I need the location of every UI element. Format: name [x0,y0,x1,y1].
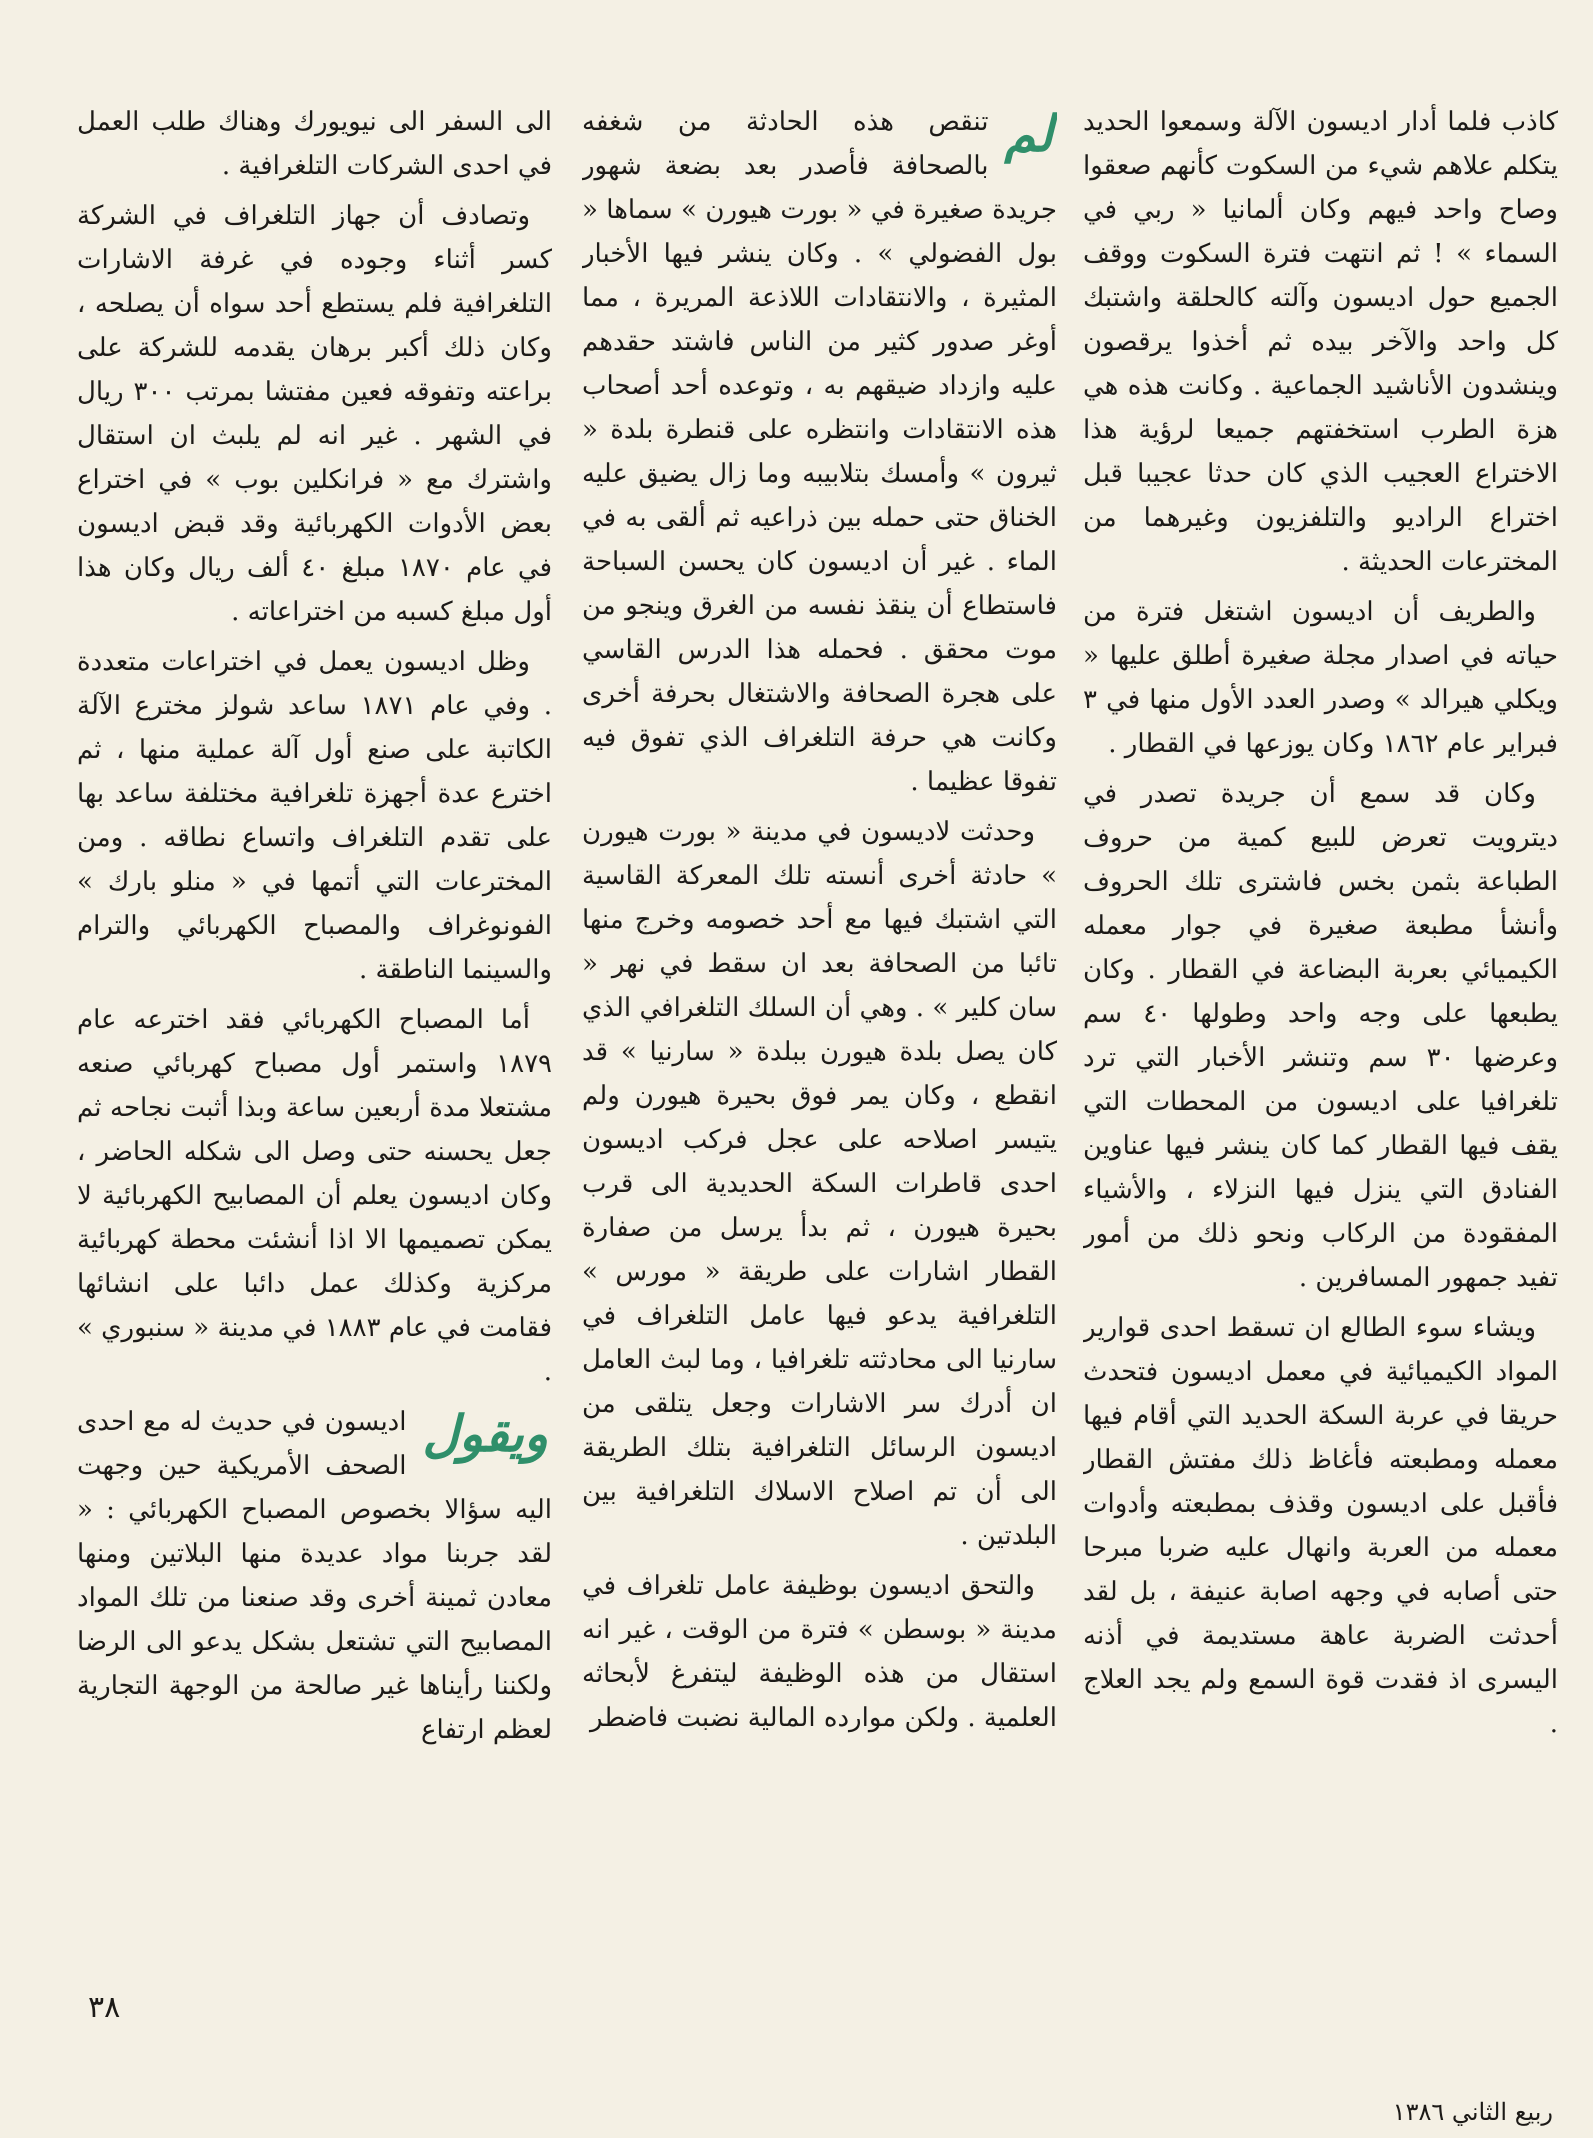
paragraph: كاذب فلما أدار اديسون الآلة وسمعوا الحديد يتكلم علاهم شيء من السكوت كأنهم صعقوا وصاح واحد فيهم وكان ألمانيا « ربي في السماء » ! ثم انتهت فترة السكوت ووقف الجميع حول اديسون وآلته كالحلقة واشتبك كل واحد والآخر بيده ثم أخذوا يرقصون وينشدون الأناشيد الجماعية . وكانت هذه هي هزة الطرب استخفتهم جميعا لرؤية هذا الاختراع العجيب الذي كان حدثا عجيبا قبل اختراع الراديو والتلفزيون وغيرهما من المخترعات الحديثة . [1083,107,1558,577]
column-middle [582,100,1057,2030]
paragraph-with-drop-word [77,1400,552,1752]
decorative-drop-word: ويقول [422,1404,548,1463]
paragraph: وحدثت لاديسون في مدينة « بورت هيورن » حادثة أخرى أنسته تلك المعركة القاسية التي اشتبك فيها مع أحد خصومه وخرج منها تائبا من الصحافة بعد ان سقط في نهر « سان كلير » . وهي أن السلك التلغرافي الذي كان يصل بلدة هيورن ببلدة « سارنيا » قد انقطع ، وكان يمر فوق بحيرة هيورن ولم يتيسر اصلاحه على عجل فركب اديسون احدى قاطرات السكة الحديدية الى قرب بحيرة هيورن ، ثم بدأ يرسل من صفارة القطار اشارات على طريقة « مورس » التلغرافية يدعو فيها عامل التلغراف في سارنيا الى محادثته تلغرافيا ، وما لبث العامل ان أدرك سر الاشارات وجعل يتلقى من اديسون الرسائل التلغرافية بتلك الطريقة الى أن تم اصلاح الاسلاك التلغرافية بين البلدتين . [582,817,1057,1551]
paragraph: وظل اديسون يعمل في اختراعات متعددة . وفي عام ١٨٧١ ساعد شولز مخترع الآلة الكاتبة على صنع أول آلة عملية منها ، ثم اخترع عدة أجهزة تلغرافية مختلفة ساعد بها على تقدم التلغراف واتساع نطاقه . ومن المخترعات التي أتمها في « منلو بارك » الفونوغراف والمصباح الكهربائي والترام والسينما الناطقة . [77,647,552,985]
paragraph: ويشاء سوء الطالع ان تسقط احدى قوارير المواد الكيميائية في معمل اديسون فتحدث حريقا في عربة السكة الحديد التي أقام فيها معمله ومطبعته فأغاظ ذلك مفتش القطار فأقبل على اديسون وقذف بمطبعته وأدوات معمله من العربة وانهال عليه ضربا مبرحا حتى أصابه في وجهه اصابة عنيفة ، بل لقد أحدثت الضربة عاهة مستديمة في أذنه اليسرى اذ فقدت قوة السمع ولم يجد العلاج . [1083,1313,1558,1739]
paragraph-text: اديسون في حديث له مع احدى الصحف الأمريكية حين وجهت اليه سؤالا بخصوص المصباح الكهربائي : « لقد جربنا مواد عديدة منها البلاتين ومنها معادن ثمينة أخرى وقد صنعنا من تلك المواد المصابيح التي تشتعل بشكل يدعو الى الرضا ولكننا رأيناها غير صالحة من الوجهة التجارية لعظم ارتفاع [77,1407,552,1745]
paragraph: والتحق اديسون بوظيفة عامل تلغراف في مدينة « بوسطن » فترة من الوقت ، غير انه استقال من هذه الوظيفة ليتفرغ لأبحاثه العلمية . ولكن موارده المالية نضبت فاضطر [582,1571,1057,1733]
paragraph: أما المصباح الكهربائي فقد اخترعه عام ١٨٧٩ واستمر أول مصباح كهربائي صنعه مشتعلا مدة أربعين ساعة وبذا أثبت نجاحه ثم جعل يحسنه حتى وصل الى شكله الحاضر ، وكان اديسون يعلم أن المصابيح الكهربائية لا يمكن تصميمها الا اذا أنشئت محطة كهربائية مركزية وكذلك عمل دائبا على انشائها فقامت في عام ١٨٨٣ في مدينة « سنبوري » . [77,1005,552,1387]
paragraph: الى السفر الى نيويورك وهناك طلب العمل في احدى الشركات التلغرافية . [77,107,552,181]
page-number: ٣٨ [88,1990,121,2025]
column-right [1083,100,1558,2030]
paragraph-text: تنقص هذه الحادثة من شغفه بالصحافة فأصدر بعد بضعة شهور جريدة صغيرة في « بورت هيورن » سماها « بول الفضولي » . وكان ينشر فيها الأخبار المثيرة ، والانتقادات اللاذعة المريرة ، مما أوغر صدور كثير من الناس فاشتد حقدهم عليه وازداد ضيقهم به ، وتوعده أحد أصحاب هذه الانتقادات وانتظره على قنطرة بلدة « ثيرون » وأمسك بتلابيبه وما زال يضيق عليه الخناق حتى حمله بين ذراعيه ثم ألقى به في الماء . غير أن اديسون كان يحسن السباحة فاستطاع أن ينقذ نفسه من الغرق وينجو من موت محقق . فحمله هذا الدرس القاسي على هجرة الصحافة والاشتغال بحرفة أخرى وكانت هي حرفة التلغراف الذي تفوق فيه تفوقا عظيما . [582,107,1057,797]
footer-issue-date: ربيع الثاني ١٣٨٦ [1392,2098,1553,2126]
paragraph-with-drop-word [582,100,1057,804]
column-left [77,100,552,2030]
paragraph: والطريف أن اديسون اشتغل فترة من حياته في اصدار مجلة صغيرة أطلق عليها « ويكلي هيرالد » وصدر العدد الأول منها في ٣ فبراير عام ١٨٦٢ وكان يوزعها في القطار . [1083,597,1558,759]
paragraph: وتصادف أن جهاز التلغراف في الشركة كسر أثناء وجوده في غرفة الاشارات التلغرافية فلم يستطع أحد سواه أن يصلحه ، وكان ذلك أكبر برهان يقدمه للشركة على براعته وتفوقه فعين مفتشا بمرتب ٣٠٠ ريال في الشهر . غير انه لم يلبث ان استقال واشترك مع « فرانكلين بوب » في اختراع بعض الأدوات الكهربائية وقد قبض اديسون في عام ١٨٧٠ مبلغ ٤٠ ألف ريال وكان هذا أول مبلغ كسبه من اختراعاته . [77,201,552,627]
decorative-drop-word: لم [1004,104,1053,163]
paragraph: وكان قد سمع أن جريدة تصدر في ديترويت تعرض للبيع كمية من حروف الطباعة بثمن بخس فاشترى تلك الحروف وأنشأ مطبعة صغيرة في جوار معمله الكيميائي بعربة البضاعة في القطار . وكان يطبعها على وجه واحد وطولها ٤٠ سم وعرضها ٣٠ سم وتنشر الأخبار التي ترد تلغرافيا على اديسون من المحطات التي يقف فيها القطار كما كان ينشر فيها عناوين الفنادق التي ينزل فيها النزلاء ، والأشياء المفقودة من الركاب ونحو ذلك من أمور تفيد جمهور المسافرين . [1083,779,1558,1293]
